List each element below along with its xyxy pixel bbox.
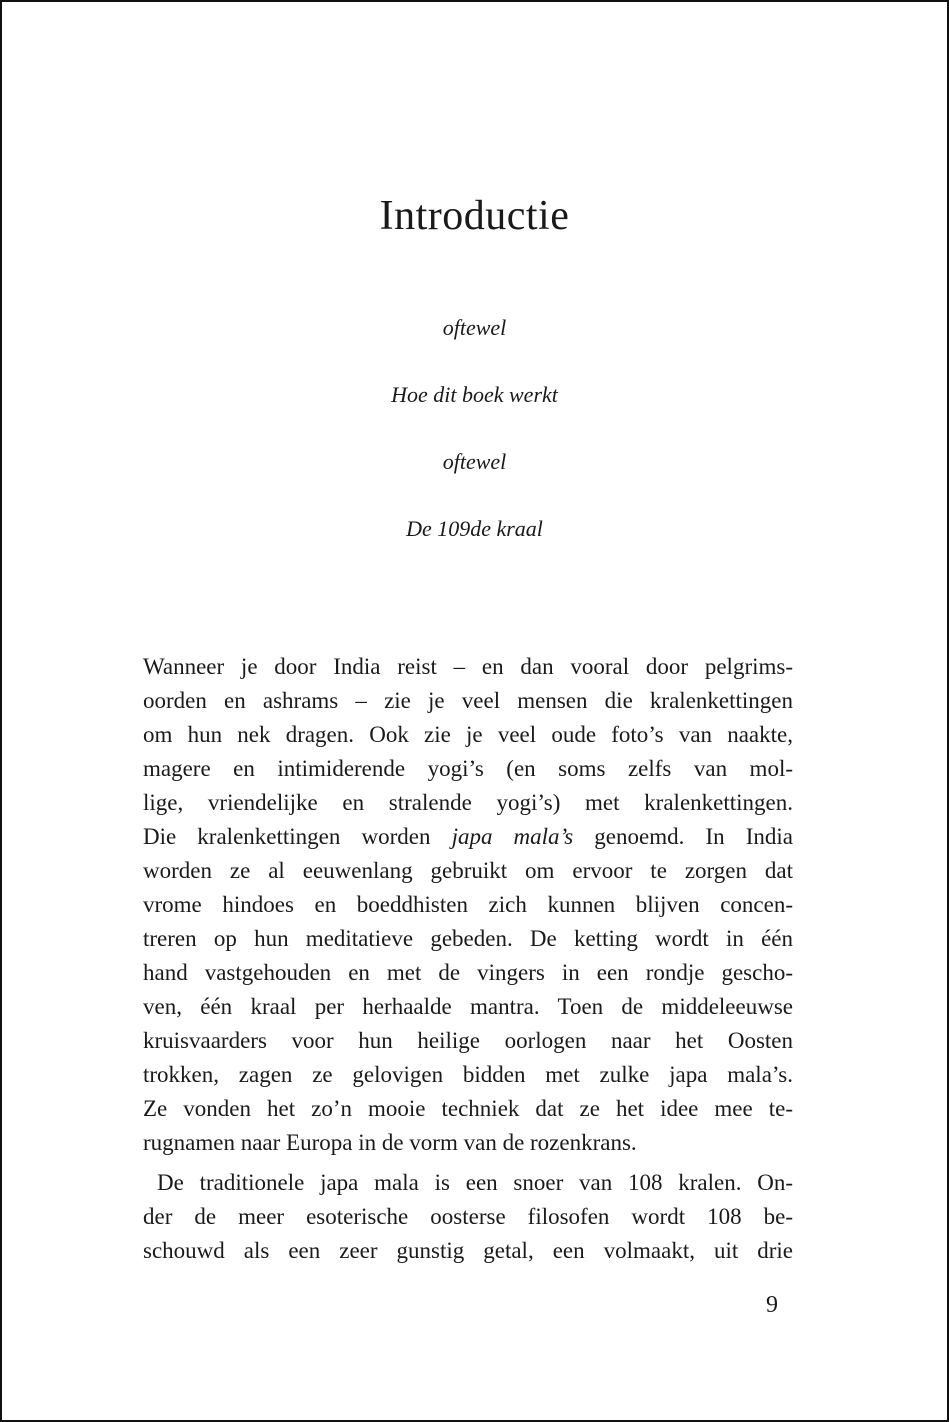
text-line: oorden en ashrams – zie je veel mensen die kralenkettingen	[143, 688, 793, 713]
subtitle-oftewel-1: oftewel	[442, 315, 507, 340]
text-line: hand vastgehouden en met de vingers in een rondje gescho-	[143, 960, 793, 985]
subtitle-hoe-dit-boek-werkt: Hoe dit boek werkt	[391, 382, 558, 407]
text-run: Die kralenkettingen worden	[143, 824, 452, 849]
italic-term: japa mala’s	[451, 824, 574, 849]
text-line: rugnamen naar Europa in de vorm van de rozenkrans.	[143, 1130, 637, 1155]
page-number: 9	[766, 1292, 778, 1318]
text-line: worden ze al eeuwenlang gebruikt om ervoor te zorgen dat	[143, 858, 793, 883]
text-line: De traditionele japa mala is een snoer van 108 kralen. On-	[157, 1170, 793, 1195]
text-line: vrome hindoes en boeddhisten zich kunnen blijven concen-	[143, 892, 793, 917]
text-run: genoemd. In India	[573, 824, 793, 849]
text-line: Wanneer je door India reist – en dan vooral door pelgrims-	[143, 654, 793, 679]
body-text	[143, 650, 793, 1268]
paragraph-1	[143, 650, 793, 1160]
text-line: schouwd als een zeer gunstig getal, een volmaakt, uit drie	[143, 1238, 793, 1263]
text-line-with-italic	[143, 820, 793, 854]
text-line: lige, vriendelijke en stralende yogi’s) met kralenkettingen.	[143, 790, 793, 815]
subtitle-de-109de-kraal: De 109de kraal	[406, 516, 543, 541]
text-line: der de meer esoterische oosterse filosofen wordt 108 be-	[143, 1204, 793, 1229]
text-line: ven, één kraal per herhaalde mantra. Toen de middeleeuwse	[143, 994, 793, 1019]
subtitle-oftewel-2: oftewel	[442, 449, 507, 474]
text-line: magere en intimiderende yogi’s (en soms zelfs van mol-	[143, 756, 793, 781]
text-line: om hun nek dragen. Ook zie je veel oude foto’s van naakte,	[143, 722, 793, 747]
text-line: Ze vonden het zo’n mooie techniek dat ze het idee mee te-	[143, 1096, 793, 1121]
paragraph-2	[143, 1166, 793, 1268]
text-line: trokken, zagen ze gelovigen bidden met zulke japa mala’s.	[143, 1062, 793, 1087]
text-line: kruisvaarders voor hun heilige oorlogen naar het Oosten	[143, 1028, 793, 1053]
text-line: treren op hun meditatieve gebeden. De ketting wordt in één	[143, 926, 793, 951]
chapter-title: Introductie	[379, 193, 570, 239]
